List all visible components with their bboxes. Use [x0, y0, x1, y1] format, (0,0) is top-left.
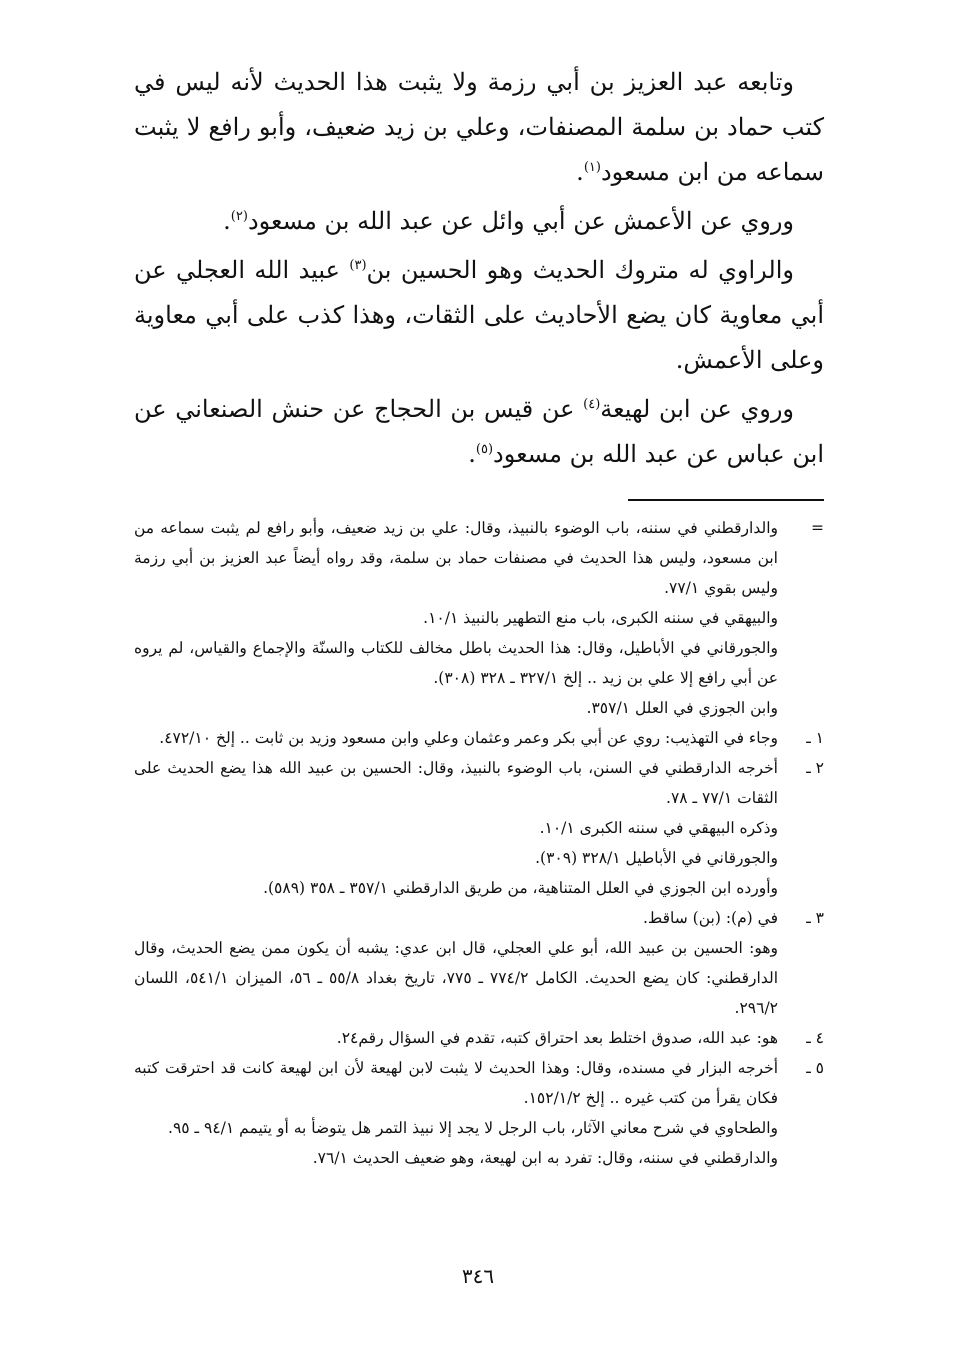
footnote-number: ٥ ـ: [806, 1059, 824, 1077]
footnote-ref[interactable]: (٤): [583, 397, 601, 412]
footnote-body: [134, 1023, 778, 1053]
footnote-ref[interactable]: (٢): [230, 209, 248, 224]
footnote-line: وجاء في التهذيب: روي عن أبي بكر وعمر وعثمان وعلي وابن مسعود وزيد بن ثابت .. إلخ ٤٧٢/١٠.: [159, 729, 778, 747]
footnote-line: والطحاوي في شرح معاني الآثار، باب الرجل لا يجد إلا نبيذ التمر هل يتوضأ به أو يتيمم ٩٤/١ ـ ٩٥.: [168, 1119, 778, 1137]
footnotes: [134, 513, 824, 1173]
paragraph-text: والراوي له متروك الحديث وهو الحسين بن: [366, 256, 794, 284]
footnote: [134, 1023, 824, 1053]
footnote-line: في (م): (بن) ساقط.: [643, 909, 778, 927]
main-text: [134, 60, 824, 477]
footnote-number: ٢ ـ: [806, 759, 824, 777]
footnote-line: والدارقطني في سننه، وقال: تفرد به ابن لهيعة، وهو ضعيف الحديث ٧٦/١.: [312, 1149, 778, 1167]
footnote: [134, 723, 824, 753]
page-number: ٣٤٦: [461, 1264, 495, 1288]
footnote-body: [134, 753, 778, 903]
footnote-line: والبيهقي في سننه الكبرى، باب منع التطهير بالنبيذ ١٠/١.: [423, 609, 778, 627]
paragraph-text: عبيد الله العجلي عن أبي معاوية كان يضع الأحاديث على الثقات، وهذا كذب على أبي معاوية وعلى الأعمش.: [134, 256, 824, 374]
footnote-body: [134, 1053, 778, 1173]
paragraph: [134, 60, 824, 195]
footnote-line: أخرجه الدارقطني في السنن، باب الوضوء بالنبيذ، وقال: الحسين بن عبيد الله هذا يضع الحديث على الثقات ٧٧/١ ـ ٧٨.: [134, 759, 778, 807]
footnote-separator: [628, 499, 824, 501]
footnote-number: ٤ ـ: [806, 1029, 824, 1047]
footnote-line: هو: عبد الله، صدوق اختلط بعد احتراق كتبه، تقدم في السؤال رقم٢٤.: [336, 1029, 778, 1047]
footnote-number: ١ ـ: [806, 729, 824, 747]
paragraph-text: عن قيس بن الحجاج عن حنش الصنعاني عن ابن عباس عن عبد الله بن مسعود: [134, 395, 824, 468]
footnote-line: والجورقاني في الأباطيل ٣٢٨/١ (٣٠٩).: [535, 849, 778, 867]
footnote-number: ٣ ـ: [806, 909, 824, 927]
footnote-body: [134, 513, 778, 723]
footnote-line: وأورده ابن الجوزي في العلل المتناهية، من طريق الدارقطني ٣٥٧/١ ـ ٣٥٨ (٥٨٩).: [263, 879, 778, 897]
footnote: [134, 513, 824, 723]
paragraph-text: وتابعه عبد العزيز بن أبي رزمة ولا يثبت هذا الحديث لأنه ليس في كتب حماد بن سلمة المصنفات، وعلي بن زيد ضعيف، وأبو رافع لا يثبت سماعه من ابن مسعود: [134, 68, 824, 186]
footnote: [134, 903, 824, 1023]
footnote-line: أخرجه البزار في مسنده، وقال: وهذا الحديث لا يثبت لابن لهيعة لأن ابن لهيعة كانت قد احترقت كتبه فكان يقرأ من كتب غيره .. إلخ ١٥٢/١/٢.: [134, 1059, 778, 1107]
footnote-line: وذكره البيهقي في سننه الكبرى ١٠/١.: [539, 819, 778, 837]
footnote-ref[interactable]: (٣): [349, 258, 367, 273]
footnote: [134, 753, 824, 903]
paragraph-text: .: [223, 207, 231, 235]
footnote-line: وهو: الحسين بن عبيد الله، أبو علي العجلي، قال ابن عدي: يشبه أن يكون ممن يضع الحديث، وقال الدارقطني: كان يضع الحديث. الكامل ٧٧٤/٢ ـ ٧٧٥، تاريخ بغداد ٥٥/٨ ـ ٥٦، الميزان ٥٤١/١، اللسان ٢٩٦/٢.: [134, 939, 778, 1017]
paragraph: [134, 387, 824, 477]
footnote-line: والدارقطني في سننه، باب الوضوء بالنبيذ، وقال: علي بن زيد ضعيف، وأبو رافع لم يثبت سماعه من ابن مسعود، وليس هذا الحديث في مصنفات حماد بن سلمة، وقد رواه أيضاً عبد العزيز بن أبي رزمة وليس بقوي ٧٧/١.: [134, 519, 778, 597]
paragraph-text: .: [576, 158, 584, 186]
footnote-line: والجورقاني في الأباطيل، وقال: هذا الحديث باطل مخالف للكتاب والسنّة والإجماع والقياس، لم يروه عن أبي رافع إلا علي بن زيد .. إلخ ٣٢٧/١ ـ ٣٢٨ (٣٠٨).: [134, 639, 778, 687]
paragraph-text: وروي عن ابن لهيعة: [600, 395, 794, 423]
footnote: [134, 1053, 824, 1173]
footnote-number: =: [811, 519, 824, 537]
page: [134, 60, 824, 1173]
paragraph-text: .: [468, 440, 476, 468]
footnote-body: [134, 903, 778, 1023]
footnote-ref[interactable]: (٥): [475, 442, 494, 457]
paragraph: [134, 199, 824, 244]
paragraph: [134, 248, 824, 383]
paragraph-text: وروي عن الأعمش عن أبي وائل عن عبد الله بن مسعود: [247, 207, 794, 235]
footnote-ref[interactable]: (١): [583, 160, 601, 175]
footnote-line: وابن الجوزي في العلل ٣٥٧/١.: [586, 699, 778, 717]
footnote-body: [134, 723, 778, 753]
